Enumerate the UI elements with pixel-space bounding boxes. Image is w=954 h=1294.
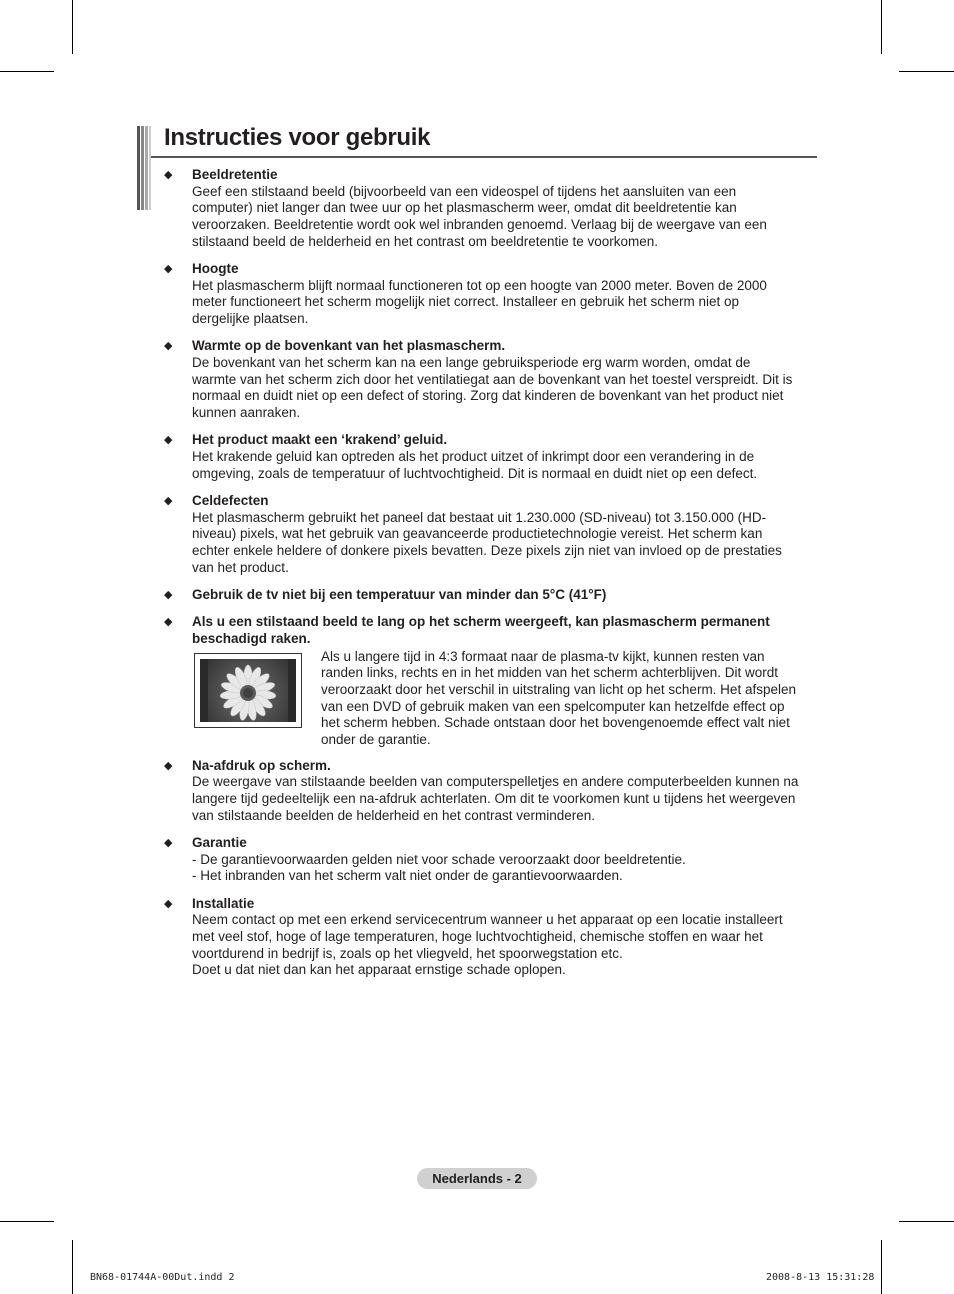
crop-mark — [0, 1221, 54, 1222]
list-item — [164, 261, 820, 328]
item-text: Neem contact op met een erkend servicecentrum wanneer u het apparaat op een locatie installeert — [192, 912, 783, 928]
item-heading: Warmte op de bovenkant van het plasmascherm. — [192, 338, 506, 354]
item-text: - De garantievoorwaarden gelden niet voor schade veroorzaakt door beeldretentie. — [192, 851, 686, 867]
item-heading: Na-afdruk op scherm. — [192, 757, 331, 773]
crop-mark — [72, 1240, 73, 1294]
crop-mark — [72, 0, 73, 54]
item-text: warmte van het scherm zich door het ventilatiegat aan de bovenkant van het toestel verspreidt. Dit is — [192, 371, 793, 387]
item-text: voortdurend in bedrijf is, zoals op het vliegveld, het spoorwegstation etc. — [192, 945, 623, 961]
item-text: randen links, rechts en in het midden van het scherm achterblijven. Dit wordt — [321, 665, 778, 681]
item-heading: beschadigd raken. — [192, 630, 311, 646]
item-heading: Als u een stilstaand beeld te lang op het scherm weergeeft, kan plasmascherm permanent — [192, 614, 770, 630]
item-text: meter functioneert het scherm mogelijk niet correct. Installeer en gebruik het scherm niet op — [192, 294, 740, 310]
item-text: De weergave van stilstaande beelden van computerspelletjes en andere computerbeelden kunnen na — [192, 774, 799, 790]
print-slug-file: BN68-01744A-00Dut.indd 2 — [90, 1272, 235, 1283]
item-text: De bovenkant van het scherm kan na een lange gebruiksperiode erg warm worden, omdat de — [192, 355, 751, 371]
diamond-bullet-icon: ◆ — [164, 494, 173, 507]
list-item-with-image — [164, 614, 820, 748]
diamond-bullet-icon: ◆ — [164, 169, 173, 181]
image-description — [321, 649, 796, 749]
item-heading: Het product maakt een ‘krakend’ geluid. — [192, 432, 448, 448]
diamond-bullet-icon: ◆ — [164, 836, 173, 849]
list-item — [164, 896, 820, 980]
item-text: niveau) pixels, wat het gebruik van geavanceerde productietechnologie vereist. Het scherm kan — [192, 526, 763, 542]
crop-mark — [899, 1221, 954, 1222]
crop-mark — [881, 1240, 882, 1294]
item-text: Het krakende geluid kan optreden als het product uitzet of inkrimpt door een verandering in de — [192, 449, 755, 465]
item-text: Het plasmascherm blijft normaal functioneren tot op een hoogte van 2000 meter. Boven de 2000 — [192, 277, 767, 293]
image-row — [192, 649, 820, 749]
item-text: van stilstaande beelden de helderheid en het contrast verminderen. — [192, 807, 596, 823]
item-text: veroorzaakt door het verschil in uitstraling van licht op het scherm. Het afspelen — [321, 681, 796, 697]
item-text: veroorzaken. Beeldretentie wordt ook wel inbranden genoemd. Verlaag bij de weergave van een — [192, 217, 767, 233]
item-text: langere tijd gedeeltelijk een na-afdruk achterlaten. Om dit te voorkomen kunt u tijdens het weergeven — [192, 790, 796, 806]
item-text: normaal en duidt niet op een defect of storing. Zorg dat kinderen de bovenkant van het product niet — [192, 388, 784, 404]
item-text: - Het inbranden van het scherm valt niet onder de garantievoorwaarden. — [192, 868, 623, 884]
item-heading: Beeldretentie — [192, 167, 278, 182]
item-heading: Hoogte — [192, 261, 239, 277]
title-decoration-bars — [137, 126, 151, 210]
item-text: van het product. — [192, 559, 289, 575]
diamond-bullet-icon: ◆ — [164, 263, 173, 276]
diamond-bullet-icon: ◆ — [164, 759, 173, 772]
print-slug-date: 2008-8-13 15:31:28 — [766, 1272, 875, 1283]
item-heading: Celdefecten — [192, 492, 269, 508]
item-text: stilstaand beeld de helderheid en het contrast om beeldretentie te voorkomen. — [192, 233, 659, 249]
item-text: Het plasmascherm gebruikt het paneel dat bestaat uit 1.230.000 (SD-niveau) tot 3.150.000 (HD- — [192, 509, 767, 525]
item-text: computer) niet langer dan twee uur op het plasmascherm weer, omdat dit beeldretentie kan — [192, 200, 737, 216]
item-text: Geef een stilstaand beeld (bijvoorbeeld van een videospel of tijdens het aansluiten van een — [192, 183, 737, 199]
diamond-bullet-icon: ◆ — [164, 340, 173, 353]
title-underline — [151, 156, 817, 158]
item-text: het scherm hebben. Schade ontstaan door het bovengenoemde effect valt niet — [321, 715, 790, 731]
instructions-list — [164, 167, 820, 990]
list-item — [164, 835, 820, 885]
item-text: omgeving, zoals de temperatuur of luchtvochtigheid. Dit is normaal en duidt niet op een defect. — [192, 465, 758, 481]
diamond-bullet-icon: ◆ — [164, 588, 173, 601]
list-item — [164, 167, 820, 251]
page-title: Instructies voor gebruik — [164, 124, 431, 151]
list-item — [164, 338, 820, 422]
item-heading: Installatie — [192, 895, 255, 911]
list-item — [164, 758, 820, 825]
item-heading: Garantie — [192, 834, 247, 850]
item-text: onder de garantie. — [321, 732, 431, 748]
list-item — [164, 493, 820, 577]
screen-thumbnail — [194, 653, 302, 728]
item-text: echter enkele heldere of donkere pixels bevatten. Deze pixels zijn niet van invloed op de prestaties — [192, 543, 782, 559]
diamond-bullet-icon: ◆ — [164, 616, 173, 629]
item-text: van een DVD of gebruik maken van een spelcomputer kan hetzelfde effect op — [321, 698, 785, 714]
crop-mark — [0, 71, 54, 72]
crop-mark — [881, 0, 882, 54]
item-heading: Gebruik de tv niet bij een temperatuur van minder dan 5°C (41°F) — [192, 586, 607, 602]
crop-mark — [899, 71, 954, 72]
item-text: dergelijke plaatsen. — [192, 311, 309, 327]
item-text: Doet u dat niet dan kan het apparaat ernstige schade oplopen. — [192, 962, 566, 978]
item-text: Als u langere tijd in 4:3 formaat naar de plasma-tv kijkt, kunnen resten van — [321, 648, 765, 664]
list-item — [164, 587, 820, 604]
item-text: met veel stof, hoge of lage temperaturen, hoge luchtvochtigheid, chemische stoffen en waar het — [192, 928, 763, 944]
daisy-flower-icon — [200, 659, 296, 722]
page-number-badge: Nederlands - 2 — [417, 1168, 537, 1189]
diamond-bullet-icon: ◆ — [164, 434, 173, 447]
list-item — [164, 432, 820, 482]
diamond-bullet-icon: ◆ — [164, 897, 173, 910]
item-text: kunnen aanraken. — [192, 405, 301, 421]
